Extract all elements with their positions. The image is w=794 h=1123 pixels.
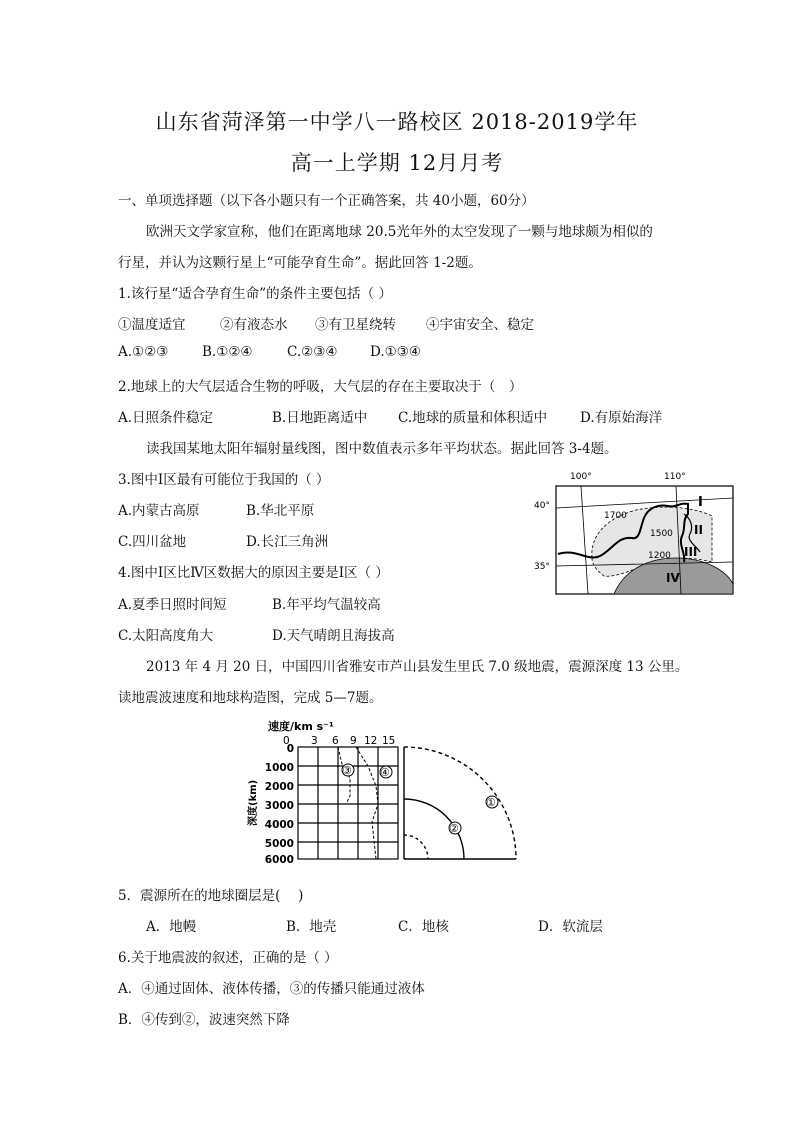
q4-option-c: C.太阳高度角大 — [118, 628, 214, 644]
map-lat-35: 35° — [534, 562, 550, 572]
q3-option-d: D.长江三角洲 — [246, 534, 329, 550]
map-isoline-1200: 1200 — [648, 551, 671, 561]
map-lat-40: 40° — [534, 501, 550, 511]
q1-item-2: ②有液态水 — [220, 317, 288, 333]
solar-radiation-map — [526, 466, 741, 598]
intro-paragraph-3b: 读地震波速度和地球构造图，完成 5—7题。 — [118, 690, 383, 706]
map-isoline-1700: 1700 — [604, 511, 627, 521]
q1-option-a: A.①②③ — [118, 344, 169, 360]
intro-paragraph-2: 读我国某地太阳年辐射量线图，图中数值表示多年平均状态。据此回答 3-4题。 — [146, 441, 618, 457]
map-region-label-i: I — [698, 495, 703, 510]
q5-option-b: B．地壳 — [286, 919, 337, 935]
speed-tick-15: 15 — [382, 735, 396, 747]
q1-item-4: ④宇宙安全、稳定 — [426, 317, 534, 333]
depth-tick-6000: 6000 — [264, 854, 294, 866]
depth-axis-label: 深度(km) — [248, 779, 259, 826]
speed-tick-6: 6 — [332, 735, 339, 747]
q6-option-a: A．④通过固体、液体传播，③的传播只能通过液体 — [118, 981, 425, 997]
speed-tick-9: 9 — [350, 735, 357, 747]
map-lon-110: 110° — [664, 472, 686, 482]
speed-tick-3: 3 — [311, 735, 318, 747]
q5-option-d: D．软流层 — [538, 919, 603, 935]
map-lon-100: 100° — [570, 472, 592, 482]
q1-option-b: B.①②④ — [202, 344, 253, 360]
q2-option-d: D.有原始海洋 — [580, 410, 663, 426]
q2-option-c: C.地球的质量和体积适中 — [398, 410, 548, 426]
q1-option-c: C.②③④ — [287, 344, 338, 360]
q3-option-b: B.华北平原 — [246, 503, 315, 519]
question-1-stem: 1.该行星“适合孕育生命”的条件主要包括（ ） — [118, 286, 392, 302]
q5-option-c: C．地核 — [398, 919, 449, 935]
speed-axis-label: 速度/km s⁻¹ — [268, 720, 334, 733]
q1-item-3: ③有卫星绕转 — [315, 317, 396, 333]
map-isoline-1500: 1500 — [650, 529, 673, 539]
depth-tick-5000: 5000 — [264, 838, 294, 850]
depth-tick-3000: 3000 — [264, 800, 294, 812]
depth-tick-1000: 1000 — [264, 762, 294, 774]
intro-paragraph-1b: 行星，并认为这颗行星上“可能孕育生命”。据此回答 1-2题。 — [118, 255, 482, 271]
q2-option-a: A.日照条件稳定 — [118, 410, 214, 426]
q4-option-d: D.天气晴朗且海拔高 — [272, 628, 395, 644]
speed-tick-12: 12 — [364, 735, 378, 747]
map-region-label-iii: III — [684, 545, 698, 559]
speed-ticks — [283, 735, 395, 747]
q4-option-b: B.年平均气温较高 — [272, 597, 381, 613]
intro-paragraph-3a: 2013 年 4 月 20 日，中国四川省雅安市芦山县发生里氏 7.0 级地震，震源深度 13 公里。 — [146, 659, 689, 675]
section-heading: 一、单项选择题（以下各小题只有一个正确答案，共 40小题，60分） — [118, 193, 535, 209]
map-region-label-ii: II — [694, 523, 703, 537]
q2-option-b: B.日地距离适中 — [272, 410, 368, 426]
mark-2: ② — [449, 822, 459, 835]
q4-option-a: A.夏季日照时间短 — [118, 597, 227, 613]
depth-tick-2000: 2000 — [264, 781, 294, 793]
q6-option-b: B．④传到②，波速突然下降 — [118, 1012, 290, 1028]
q3-option-c: C.四川盆地 — [118, 534, 187, 550]
q5-option-a: A．地幔 — [146, 919, 197, 935]
exam-title: 山东省菏泽第一中学八一路校区 2018-2019学年 — [155, 110, 639, 134]
question-2-stem: 2.地球上的大气层适合生物的呼吸，大气层的存在主要取决于（ ） — [118, 379, 523, 395]
q1-item-1: ①温度适宜 — [118, 317, 186, 333]
question-5-stem: 5．震源所在的地球圈层是( ) — [118, 888, 304, 904]
mark-1: ① — [486, 796, 496, 809]
depth-tick-0: 0 — [286, 743, 294, 755]
intro-paragraph-1a: 欧洲天文学家宣称，他们在距离地球 20.5光年外的太空发现了一颗与地球颇为相似的 — [146, 224, 653, 240]
earth-structure — [404, 747, 516, 859]
map-region-label-iv: IV — [666, 571, 680, 585]
seismic-wave-figure — [236, 716, 526, 866]
q1-option-d: D.①③④ — [370, 344, 421, 360]
depth-tick-4000: 4000 — [264, 819, 294, 831]
mark-4: ④ — [380, 766, 390, 779]
question-6-stem: 6.关于地震波的叙述，正确的是（ ） — [118, 950, 338, 966]
question-4-stem: 4.图中Ⅰ区比Ⅳ区数据大的原因主要是Ⅰ区（ ） — [118, 565, 389, 581]
question-3-stem: 3.图中Ⅰ区最有可能位于我国的（ ） — [118, 472, 330, 488]
exam-subtitle: 高一上学期 12月月考 — [290, 151, 504, 175]
mark-3: ③ — [342, 764, 352, 777]
speed-tick-0: 0 — [283, 735, 290, 747]
q3-option-a: A.内蒙古高原 — [118, 503, 200, 519]
depth-ticks — [265, 743, 294, 866]
